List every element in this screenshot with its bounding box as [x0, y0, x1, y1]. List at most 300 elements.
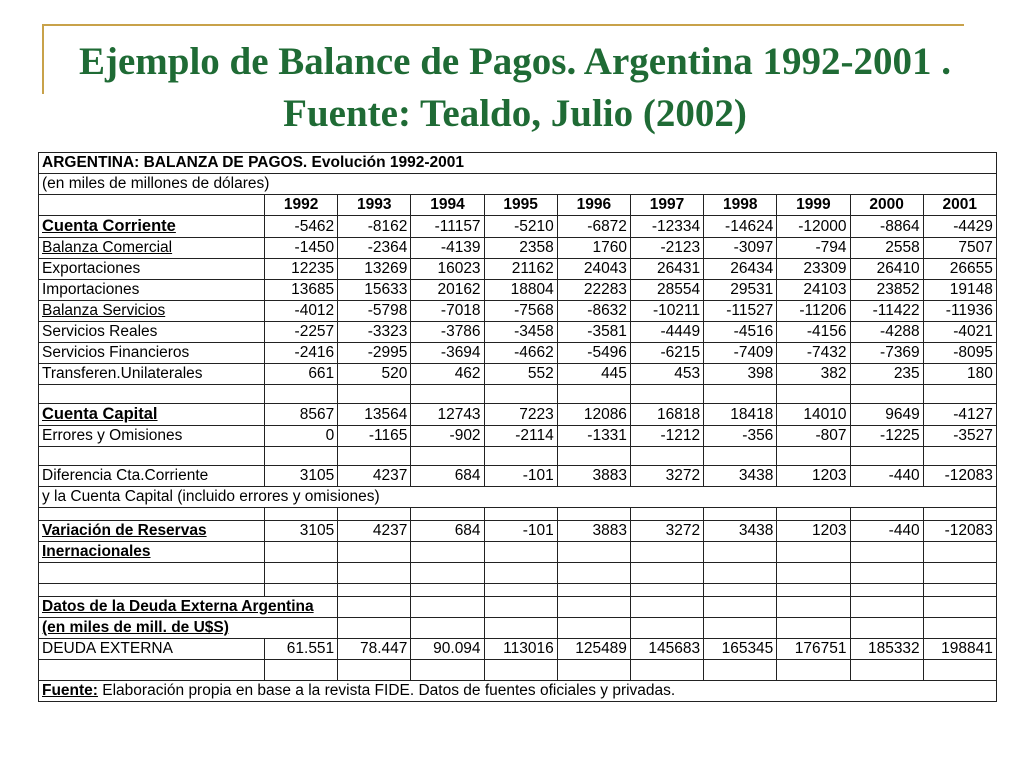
value-cell-text: 22283	[583, 281, 627, 298]
value-cell-text: 445	[601, 365, 627, 382]
value-cell	[557, 259, 630, 280]
value-cell-text: -12083	[944, 467, 993, 484]
value-cell	[411, 301, 484, 322]
row-errores	[39, 426, 997, 447]
table-heading-cell-text: ARGENTINA: BALANZA DE PAGOS. Evolución 1992-2001	[42, 154, 465, 171]
value-cell	[411, 259, 484, 280]
empty-cell	[777, 385, 850, 404]
value-cell	[265, 426, 338, 447]
debt-heading-row-2	[39, 618, 997, 639]
empty-cell	[484, 563, 557, 584]
year-header-row	[39, 195, 997, 216]
value-cell	[411, 238, 484, 259]
empty-cell	[557, 447, 630, 466]
value-cell-text: 4237	[372, 522, 408, 539]
value-cell-text: 382	[820, 365, 847, 382]
value-cell-text: -356	[742, 427, 774, 444]
empty-cell	[850, 447, 923, 466]
value-cell	[850, 639, 923, 660]
spacer-row	[39, 584, 997, 597]
value-cell	[777, 404, 850, 426]
value-cell-text: -2416	[294, 344, 335, 361]
spacer-row	[39, 508, 997, 521]
value-cell	[704, 404, 777, 426]
value-cell-text: 113016	[503, 640, 554, 657]
row-label	[39, 639, 265, 660]
value-cell-text: -101	[522, 522, 554, 539]
value-cell-text: -101	[522, 467, 554, 484]
row-servicios_financieros	[39, 343, 997, 364]
row-cuenta_capital	[39, 404, 997, 426]
empty-cell	[338, 597, 411, 618]
value-cell	[704, 238, 777, 259]
value-cell	[411, 404, 484, 426]
balance-table-wrapper	[38, 152, 996, 702]
debt-heading	[39, 597, 338, 618]
value-cell-text: 125489	[575, 640, 627, 657]
empty-cell	[850, 385, 923, 404]
row-label	[39, 259, 265, 280]
empty-cell	[777, 542, 850, 563]
row-label	[39, 404, 265, 426]
value-cell	[850, 238, 923, 259]
empty-cell	[265, 385, 338, 404]
value-cell-text: 18804	[510, 281, 554, 298]
empty-cell	[39, 508, 265, 521]
value-cell	[265, 259, 338, 280]
empty-cell	[557, 508, 630, 521]
row-label-text: Errores y Omisiones	[42, 427, 183, 444]
empty-cell	[338, 385, 411, 404]
empty-cell	[630, 660, 703, 681]
year-header-text: 1995	[503, 196, 538, 213]
row-transferencias	[39, 364, 997, 385]
value-cell-text: -5798	[367, 302, 408, 319]
value-cell	[265, 466, 338, 487]
row-label	[39, 322, 265, 343]
value-cell-text: -7432	[806, 344, 847, 361]
value-cell-text: 15633	[364, 281, 408, 298]
row-label-continued-text: Inernacionales	[42, 543, 151, 560]
value-cell	[265, 521, 338, 542]
value-cell-text: -1225	[880, 427, 920, 444]
value-cell	[850, 404, 923, 426]
debt-heading-text: Datos de la Deuda Externa Argentina	[42, 598, 314, 615]
value-cell	[338, 322, 411, 343]
year-header	[850, 195, 923, 216]
empty-cell	[39, 447, 265, 466]
row-label-text: Balanza Servicios	[42, 302, 166, 319]
value-cell-text: -7369	[880, 344, 920, 361]
empty-cell	[338, 618, 411, 639]
value-cell	[923, 426, 996, 447]
value-cell-text: -12083	[944, 522, 993, 539]
table-units-cell	[39, 174, 997, 195]
value-cell	[923, 521, 996, 542]
row-label	[39, 216, 265, 238]
empty-cell	[484, 447, 557, 466]
value-cell	[777, 426, 850, 447]
value-cell	[265, 404, 338, 426]
value-cell	[850, 364, 923, 385]
empty-cell	[338, 508, 411, 521]
year-header	[265, 195, 338, 216]
empty-cell	[265, 660, 338, 681]
row-label-text: Variación de Reservas	[42, 522, 207, 539]
row-servicios_reales	[39, 322, 997, 343]
value-cell-text: -4516	[733, 323, 774, 340]
value-cell-text: -11527	[726, 302, 774, 319]
empty-cell	[630, 584, 703, 597]
table-heading	[39, 153, 997, 174]
row-label-text: Cuenta Corriente	[42, 217, 176, 235]
empty-cell	[39, 563, 265, 584]
value-cell-text: 3272	[665, 522, 701, 539]
empty-cell	[411, 508, 484, 521]
value-cell-text: 462	[454, 365, 481, 382]
empty-cell	[411, 385, 484, 404]
year-header-text: 1999	[796, 196, 831, 213]
empty-cell	[850, 542, 923, 563]
value-cell	[411, 280, 484, 301]
empty-cell	[923, 597, 996, 618]
value-cell	[923, 238, 996, 259]
spacer-row	[39, 447, 997, 466]
value-cell	[923, 280, 996, 301]
empty-cell	[557, 660, 630, 681]
value-cell	[923, 364, 996, 385]
value-cell-text: 684	[454, 522, 481, 539]
value-cell	[338, 259, 411, 280]
row-balanza_comercial	[39, 238, 997, 259]
row-balanza_servicios	[39, 301, 997, 322]
value-cell-text: 12235	[291, 260, 335, 277]
empty-cell	[777, 447, 850, 466]
empty-cell	[557, 618, 630, 639]
value-cell	[557, 280, 630, 301]
year-header-text: 1996	[576, 196, 612, 213]
value-cell-text: 12086	[583, 405, 627, 423]
row-label-text: Transferen.Unilaterales	[42, 365, 203, 382]
value-cell-text: -4156	[806, 323, 847, 340]
value-cell-text: 16023	[437, 260, 481, 277]
value-cell	[704, 639, 777, 660]
value-cell-text: 1203	[812, 467, 847, 484]
value-cell-text: -4139	[440, 239, 481, 256]
value-cell	[484, 238, 557, 259]
value-cell	[850, 521, 923, 542]
value-cell-text: 2558	[885, 239, 920, 256]
empty-cell	[484, 618, 557, 639]
value-cell-text: 3883	[592, 522, 627, 539]
value-cell	[484, 280, 557, 301]
empty-cell	[850, 563, 923, 584]
empty-cell	[923, 563, 996, 584]
value-cell-text: -14624	[725, 217, 774, 235]
value-cell	[777, 322, 850, 343]
value-cell	[557, 364, 630, 385]
row-label-text: Balanza Comercial	[42, 239, 173, 256]
value-cell	[484, 343, 557, 364]
empty-cell	[338, 563, 411, 584]
empty-cell	[484, 584, 557, 597]
empty-cell	[923, 447, 996, 466]
value-cell-text: -11936	[945, 302, 993, 319]
value-cell	[630, 259, 703, 280]
slide-title: Ejemplo de Balance de Pagos. Argentina 1992-2001 . Fuente: Tealdo, Julio (2002)	[78, 40, 952, 135]
value-cell-text: 176751	[794, 640, 847, 657]
empty-cell	[484, 660, 557, 681]
year-header-text: 2000	[869, 196, 904, 213]
title-rule-top	[42, 24, 964, 26]
value-cell	[484, 426, 557, 447]
value-cell	[265, 364, 338, 385]
value-cell	[704, 364, 777, 385]
spacer-row	[39, 563, 997, 584]
value-cell-text: 520	[381, 365, 408, 382]
value-cell-text: -8095	[953, 344, 993, 361]
empty-cell	[265, 563, 338, 584]
empty-cell	[777, 563, 850, 584]
value-cell-text: -1165	[368, 427, 408, 444]
year-header	[777, 195, 850, 216]
row-exportaciones	[39, 259, 997, 280]
value-cell-text: 26410	[876, 260, 920, 277]
value-cell	[338, 343, 411, 364]
value-cell	[338, 521, 411, 542]
value-cell-text: 18418	[730, 405, 774, 423]
empty-cell	[630, 542, 703, 563]
empty-cell	[923, 660, 996, 681]
value-cell-text: -4012	[294, 302, 335, 319]
value-cell-text: -2114	[515, 427, 554, 444]
value-cell	[557, 639, 630, 660]
value-cell-text: 9649	[885, 405, 920, 423]
value-cell-text: 24043	[583, 260, 627, 277]
value-cell-text: 8567	[299, 405, 335, 423]
value-cell-text: 29531	[730, 281, 774, 298]
value-cell	[411, 639, 484, 660]
value-cell-text: -6215	[660, 344, 701, 361]
value-cell	[630, 521, 703, 542]
value-cell-text: -5462	[294, 217, 335, 235]
header-empty-cell	[39, 195, 265, 216]
value-cell-text: -3527	[953, 427, 993, 444]
value-cell	[484, 404, 557, 426]
value-cell	[704, 259, 777, 280]
value-cell-text: 180	[967, 365, 993, 382]
value-cell	[484, 301, 557, 322]
empty-cell	[777, 660, 850, 681]
table-units-cell-text: (en miles de millones de dólares)	[42, 175, 270, 192]
empty-cell	[630, 618, 703, 639]
value-cell	[923, 259, 996, 280]
value-cell	[923, 404, 996, 426]
year-header	[704, 195, 777, 216]
year-header-text: 1997	[649, 196, 685, 213]
value-cell-text: -12334	[651, 217, 701, 235]
empty-cell	[411, 542, 484, 563]
value-cell-text: -2123	[660, 239, 701, 256]
value-cell-text: -10211	[653, 302, 701, 319]
empty-cell	[484, 542, 557, 563]
value-cell-text: 16818	[657, 405, 701, 423]
title-rule-left	[42, 24, 44, 94]
empty-cell	[777, 584, 850, 597]
empty-cell	[704, 508, 777, 521]
value-cell	[411, 322, 484, 343]
value-cell-text: -794	[815, 239, 847, 256]
value-cell	[630, 322, 703, 343]
value-cell-text: 28554	[657, 281, 701, 298]
empty-cell	[850, 618, 923, 639]
value-cell-text: -3458	[514, 323, 554, 340]
value-cell	[557, 404, 630, 426]
value-cell-text: 13269	[364, 260, 408, 277]
value-cell-text: -2995	[367, 344, 408, 361]
value-cell-text: -7568	[514, 302, 554, 319]
value-cell	[338, 404, 411, 426]
row-cuenta_corriente	[39, 216, 997, 238]
value-cell-text: -11157	[434, 217, 481, 235]
value-cell	[630, 364, 703, 385]
empty-cell	[484, 385, 557, 404]
value-cell	[777, 364, 850, 385]
empty-cell	[265, 447, 338, 466]
value-cell-text: 165345	[721, 640, 774, 657]
value-cell-text: -4127	[953, 405, 993, 423]
empty-cell	[411, 597, 484, 618]
empty-cell	[850, 597, 923, 618]
value-cell-text: -3694	[440, 344, 481, 361]
value-cell-text: 14010	[803, 405, 847, 423]
value-cell-text: 13564	[364, 405, 408, 423]
empty-cell	[265, 508, 338, 521]
empty-cell	[557, 542, 630, 563]
value-cell-text: 26434	[730, 260, 774, 277]
value-cell-text: -11206	[799, 302, 847, 319]
value-cell	[484, 639, 557, 660]
value-cell	[777, 521, 850, 542]
row-diferencia-continued	[39, 487, 997, 508]
value-cell	[630, 343, 703, 364]
row-label-text: Servicios Reales	[42, 323, 158, 340]
value-cell-text: -8864	[880, 217, 920, 235]
value-cell-text: 13685	[291, 281, 335, 298]
value-cell	[411, 426, 484, 447]
empty-cell	[777, 508, 850, 521]
value-cell-text: 684	[454, 467, 481, 484]
empty-cell	[265, 584, 338, 597]
year-header-text: 1994	[430, 196, 465, 213]
value-cell-text: 3272	[665, 467, 701, 484]
value-cell-text: 26655	[949, 260, 993, 277]
row-label	[39, 466, 265, 487]
value-cell-text: 398	[747, 365, 774, 382]
value-cell	[923, 466, 996, 487]
spacer-row	[39, 660, 997, 681]
value-cell-text: 24103	[803, 281, 847, 298]
value-cell	[557, 322, 630, 343]
value-cell	[484, 466, 557, 487]
empty-cell	[850, 584, 923, 597]
value-cell-text: 3105	[299, 522, 335, 539]
row-label	[39, 343, 265, 364]
value-cell-text: 1760	[592, 239, 627, 256]
value-cell-text: 4237	[372, 467, 408, 484]
value-cell-text: 19148	[949, 281, 993, 298]
value-cell-text: -7018	[440, 302, 481, 319]
value-cell	[557, 301, 630, 322]
year-header-text: 1998	[722, 196, 758, 213]
value-cell-text: -440	[888, 467, 920, 484]
value-cell	[484, 216, 557, 238]
year-header	[557, 195, 630, 216]
value-cell-text: 23852	[876, 281, 920, 298]
value-cell	[484, 521, 557, 542]
value-cell-text: -3097	[733, 239, 774, 256]
value-cell	[850, 426, 923, 447]
empty-cell	[923, 584, 996, 597]
value-cell	[777, 639, 850, 660]
value-cell-text: -4662	[514, 344, 554, 361]
value-cell	[923, 301, 996, 322]
value-cell-text: 3883	[592, 467, 627, 484]
row-diferencia	[39, 466, 997, 487]
value-cell-text: 145683	[648, 640, 701, 657]
value-cell	[630, 404, 703, 426]
value-cell	[630, 639, 703, 660]
value-cell	[338, 639, 411, 660]
empty-cell	[265, 542, 338, 563]
empty-cell	[704, 660, 777, 681]
empty-cell	[704, 584, 777, 597]
year-header	[411, 195, 484, 216]
value-cell-text: 26431	[657, 260, 701, 277]
value-cell-text: -902	[449, 427, 481, 444]
value-cell	[777, 238, 850, 259]
value-cell	[338, 466, 411, 487]
empty-cell	[484, 597, 557, 618]
row-label	[39, 280, 265, 301]
year-header-text: 1993	[357, 196, 392, 213]
value-cell-text: 78.447	[359, 640, 408, 657]
empty-cell	[39, 584, 265, 597]
empty-cell	[630, 508, 703, 521]
value-cell	[923, 639, 996, 660]
empty-cell	[704, 385, 777, 404]
value-cell	[777, 343, 850, 364]
row-label-continued	[39, 542, 265, 563]
row-label	[39, 238, 265, 259]
value-cell-text: 185332	[867, 640, 920, 657]
value-cell-text: -440	[888, 522, 920, 539]
value-cell	[557, 238, 630, 259]
value-cell	[338, 280, 411, 301]
value-cell	[265, 216, 338, 238]
empty-cell	[411, 584, 484, 597]
empty-cell	[630, 447, 703, 466]
value-cell	[704, 521, 777, 542]
value-cell-text: 20162	[437, 281, 481, 298]
value-cell	[338, 216, 411, 238]
empty-cell	[704, 563, 777, 584]
value-cell	[850, 322, 923, 343]
value-cell-text: 661	[308, 365, 335, 382]
value-cell-text: 7223	[519, 405, 554, 423]
value-cell-text: -4449	[660, 323, 701, 340]
value-cell	[557, 343, 630, 364]
